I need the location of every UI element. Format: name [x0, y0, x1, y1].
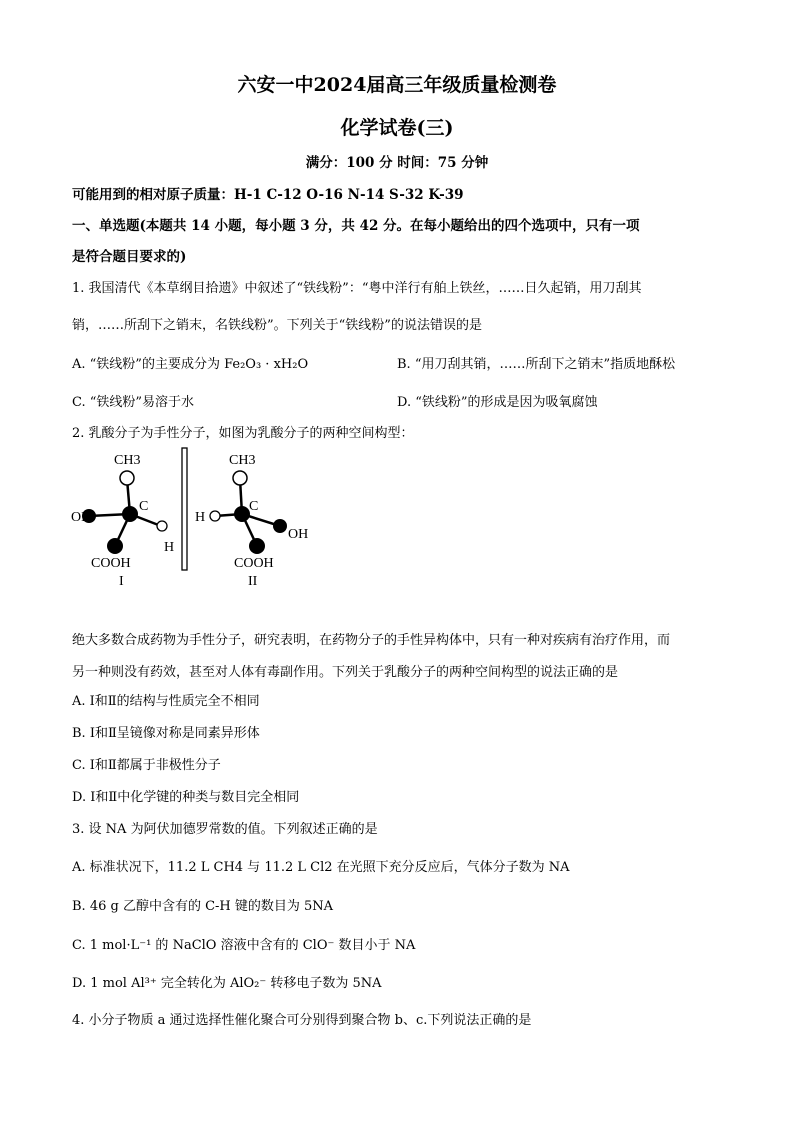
q2-option-d: D. Ⅰ和Ⅱ中化学键的种类与数目完全相同 — [72, 790, 300, 805]
ch3-label-2: CH3 — [229, 453, 256, 468]
q1-option-b: B. “用刀刮其销，……所刮下之销末”指质地酥松 — [397, 357, 676, 372]
isomer-label-1: I — [119, 574, 124, 589]
hydroxyl-atom-2 — [273, 519, 287, 533]
h-label-2: H — [195, 510, 206, 525]
section1-heading-line1: 一、单选题(本题共 14 小题，每小题 3 分，共 42 分。在每小题给出的四个选项中，只有一项 — [72, 218, 640, 234]
carbon-atom-2 — [234, 506, 250, 522]
q1-stem-line1: 1. 我国清代《本草纲目拾遗》中叙述了“铁线粉”：“粤中洋行有舶上铁丝，……日久起销，用刀刮其 — [72, 281, 642, 296]
q3-option-a: A. 标准状况下，11.2 L CH4 与 11.2 L Cl2 在光照下充分反应后，气体分子数为 NA — [72, 860, 570, 875]
mirror-plane — [182, 448, 187, 570]
q2-para-line2: 另一种则没有药效，甚至对人体有毒副作用。下列关于乳酸分子的两种空间构型的说法正确的是 — [72, 665, 619, 680]
ch3-label-1: CH3 — [114, 453, 141, 468]
exam-subtitle: 化学试卷(三) — [340, 117, 454, 139]
q3-option-b: B. 46 g 乙醇中含有的 C-H 键的数目为 5NA — [72, 899, 334, 914]
q1-option-a — [72, 353, 308, 372]
molecule-1 — [71, 453, 174, 589]
cooh-label-1: COOH — [91, 556, 131, 571]
q1-option-c: C. “铁线粉”易溶于水 — [72, 395, 195, 410]
carbon-atom-1 — [122, 506, 138, 522]
c-label-1: C — [139, 499, 149, 514]
section1-heading-line2: 是符合题目要求的) — [72, 249, 187, 265]
q3-option-c: C. 1 mol·L⁻¹ 的 NaClO 溶液中含有的 ClO⁻ 数目小于 NA — [72, 938, 416, 953]
q1-stem-line2: 销，……所刮下之销末，名铁线粉”。下列关于“铁线粉”的说法错误的是 — [72, 318, 482, 333]
exam-meta: 满分：100 分 时间：75 分钟 — [305, 155, 489, 171]
methyl-atom-1 — [120, 471, 134, 485]
q3-stem: 3. 设 NA 为阿伏加德罗常数的值。下列叙述正确的是 — [72, 822, 378, 837]
hydrogen-atom-1 — [157, 521, 167, 531]
oh-label-2: OH — [288, 527, 309, 542]
c-label-2: C — [249, 499, 259, 514]
q2-option-a: A. Ⅰ和Ⅱ的结构与性质完全不相同 — [72, 694, 260, 709]
q1-option-a-formula: Fe₂O₃ · xH₂O — [224, 357, 309, 372]
q2-option-b: B. Ⅰ和Ⅱ呈镜像对称是同素异形体 — [72, 726, 260, 741]
q2-para-line1: 绝大多数合成药物为手性分子，研究表明，在药物分子的手性异构体中，只有一种对疾病有治疗作用，而 — [72, 633, 671, 648]
q4-stem: 4. 小分子物质 a 通过选择性催化聚合可分别得到聚合物 b、c.下列说法正确的是 — [72, 1013, 532, 1028]
q2-stem: 2. 乳酸分子为手性分子，如图为乳酸分子的两种空间构型： — [72, 426, 414, 441]
lactic-acid-diagram — [65, 444, 325, 594]
cooh-label-2: COOH — [234, 556, 274, 571]
methyl-atom-2 — [233, 471, 247, 485]
q3-option-d: D. 1 mol Al³⁺ 完全转化为 AlO₂⁻ 转移电子数为 5NA — [72, 976, 382, 991]
carboxyl-atom-1 — [107, 538, 123, 554]
exam-title: 六安一中2024届高三年级质量检测卷 — [237, 74, 557, 96]
q2-option-c: C. Ⅰ和Ⅱ都属于非极性分子 — [72, 758, 221, 773]
h-label-1: H — [164, 540, 175, 555]
carboxyl-atom-2 — [249, 538, 265, 554]
hydrogen-atom-2 — [210, 511, 220, 521]
isomer-label-2: II — [248, 574, 258, 589]
oh-label-1: OH — [71, 510, 92, 525]
q1-option-d: D. “铁线粉”的形成是因为吸氧腐蚀 — [397, 395, 598, 410]
q1-option-a-text: A. “铁线粉”的主要成分为 — [72, 357, 220, 372]
atomic-masses: 可能用到的相对原子质量：H-1 C-12 O-16 N-14 S-32 K-39 — [72, 187, 464, 203]
molecule-2 — [195, 453, 308, 589]
